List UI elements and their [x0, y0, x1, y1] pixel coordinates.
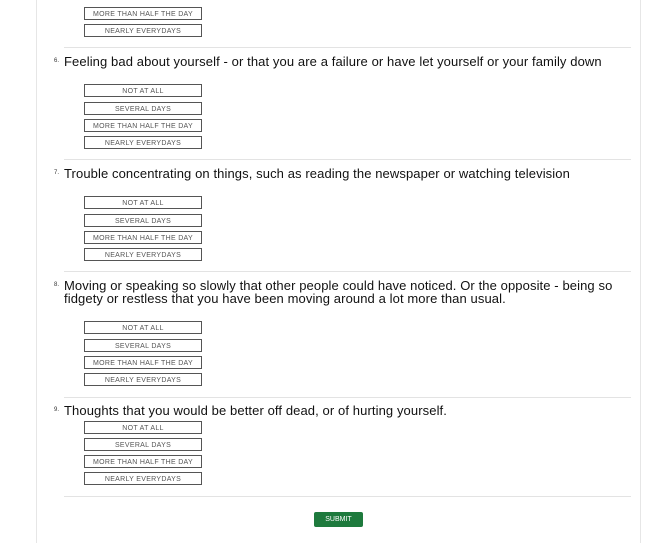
question-number: 7.: [54, 170, 60, 176]
option-q5-more-than-half[interactable]: MORE THAN HALF THE DAY: [84, 7, 202, 20]
option-q7-several-days[interactable]: SEVERAL DAYS: [84, 214, 202, 227]
question-text-7: Trouble concentrating on things, such as reading the newspaper or watching television: [64, 166, 570, 181]
option-q5-nearly-everyday[interactable]: NEARLY EVERYDAYS: [84, 24, 202, 37]
option-q8-more-than-half[interactable]: MORE THAN HALF THE DAY: [84, 356, 202, 369]
divider: [64, 47, 631, 48]
option-q9-several-days[interactable]: SEVERAL DAYS: [84, 438, 202, 451]
question-text-6: Feeling bad about yourself - or that you are a failure or have let yourself or your family down: [64, 54, 602, 69]
option-q8-not-at-all[interactable]: NOT AT ALL: [84, 321, 202, 334]
option-q7-more-than-half[interactable]: MORE THAN HALF THE DAY: [84, 231, 202, 244]
option-q9-more-than-half[interactable]: MORE THAN HALF THE DAY: [84, 455, 202, 468]
submit-button[interactable]: SUBMIT: [314, 512, 363, 527]
question-text-9: Thoughts that you would be better off dead, or of hurting yourself.: [64, 403, 447, 418]
question-number: 8.: [54, 282, 60, 288]
option-q8-nearly-everyday[interactable]: NEARLY EVERYDAYS: [84, 373, 202, 386]
divider: [64, 397, 631, 398]
option-q7-nearly-everyday[interactable]: NEARLY EVERYDAYS: [84, 248, 202, 261]
option-q6-nearly-everyday[interactable]: NEARLY EVERYDAYS: [84, 136, 202, 149]
option-q9-not-at-all[interactable]: NOT AT ALL: [84, 421, 202, 434]
divider: [64, 159, 631, 160]
option-q6-not-at-all[interactable]: NOT AT ALL: [84, 84, 202, 97]
option-q8-several-days[interactable]: SEVERAL DAYS: [84, 339, 202, 352]
option-q6-several-days[interactable]: SEVERAL DAYS: [84, 102, 202, 115]
option-q6-more-than-half[interactable]: MORE THAN HALF THE DAY: [84, 119, 202, 132]
question-number: 9.: [54, 407, 60, 413]
option-q7-not-at-all[interactable]: NOT AT ALL: [84, 196, 202, 209]
divider: [64, 271, 631, 272]
question-text-8: Moving or speaking so slowly that other people could have noticed. Or the opposite - being so fidgety or restless that you have been moving around a lot more than usual.: [64, 278, 613, 306]
divider: [64, 496, 631, 497]
question-number: 6.: [54, 58, 60, 64]
option-q9-nearly-everyday[interactable]: NEARLY EVERYDAYS: [84, 472, 202, 485]
